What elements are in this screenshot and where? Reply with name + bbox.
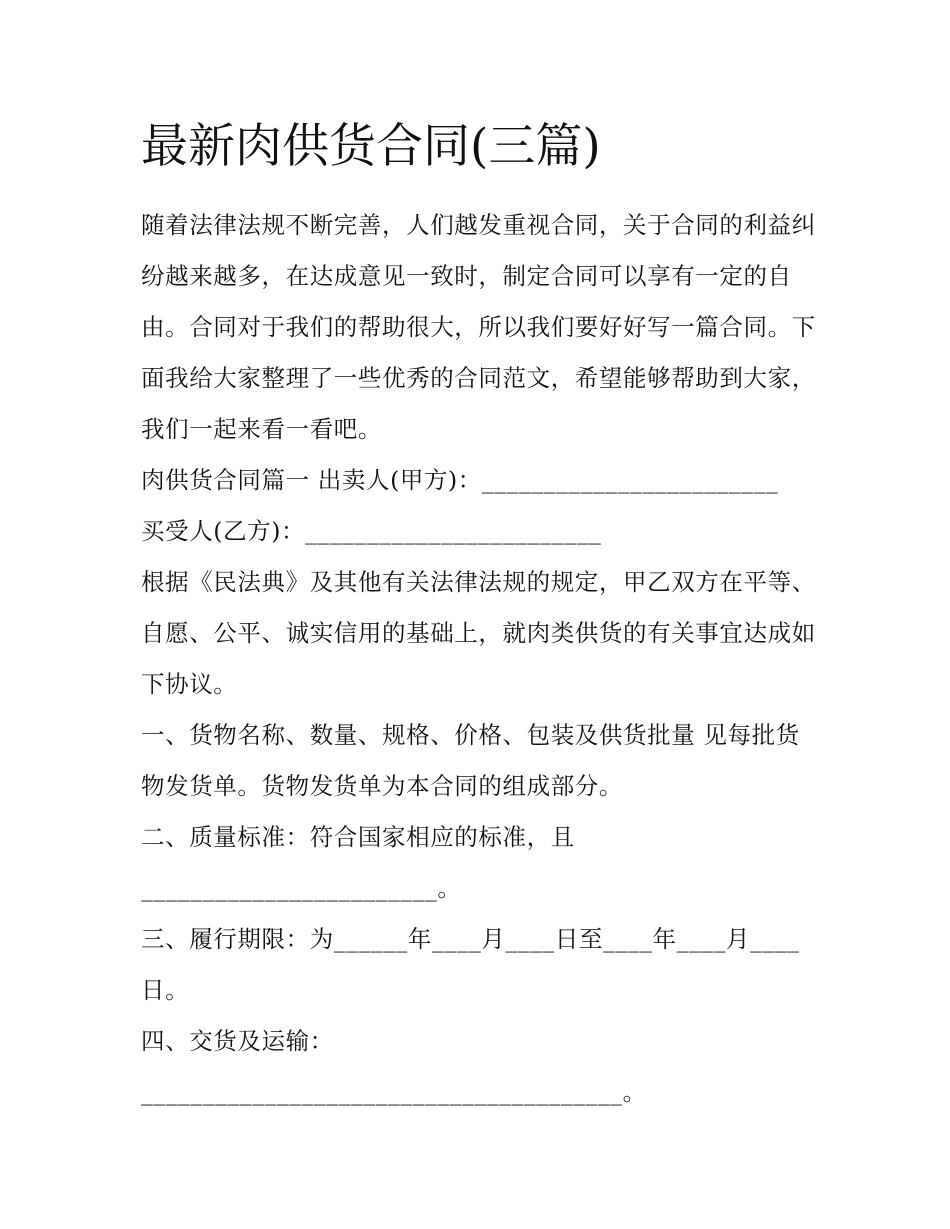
- clause-3: 三、履行期限：为______年____月____日至____年____月____日。: [141, 925, 800, 1004]
- clause-4: 四、交货及运输：: [141, 1027, 334, 1055]
- buyer-line: 买受人(乙方)：________________________: [141, 517, 602, 545]
- seller-line: 肉供货合同篇一 出卖人(甲方)：________________________: [141, 466, 779, 494]
- document-page: [141, 112, 821, 1118]
- legal-basis-paragraph: 根据《民法典》及其他有关法律法规的规定，甲乙双方在平等、自愿、公平、诚实信用的基础上，就肉类供货的有关事宜达成如下协议。: [141, 568, 816, 698]
- document-title: 最新肉供货合同(三篇): [141, 119, 601, 174]
- clause-1: 一、货物名称、数量、规格、价格、包装及供货批量 见每批货物发货单。货物发货单为本合同的组成部分。: [141, 721, 800, 800]
- clause-2: 二、质量标准：符合国家相应的标准，且: [141, 823, 575, 851]
- clause-4-blank: _______________________________________。: [141, 1078, 647, 1106]
- intro-paragraph: 随着法律法规不断完善，人们越发重视合同，关于合同的利益纠纷越来越多，在达成意见一致时，制定合同可以享有一定的自由。合同对于我们的帮助很大，所以我们要好好写一篇合同。下面我给大家整理了一些优秀的合同范文，希望能够帮助到大家，我们一起来看一看吧。: [141, 211, 816, 443]
- clause-2-blank: ________________________。: [141, 874, 462, 902]
